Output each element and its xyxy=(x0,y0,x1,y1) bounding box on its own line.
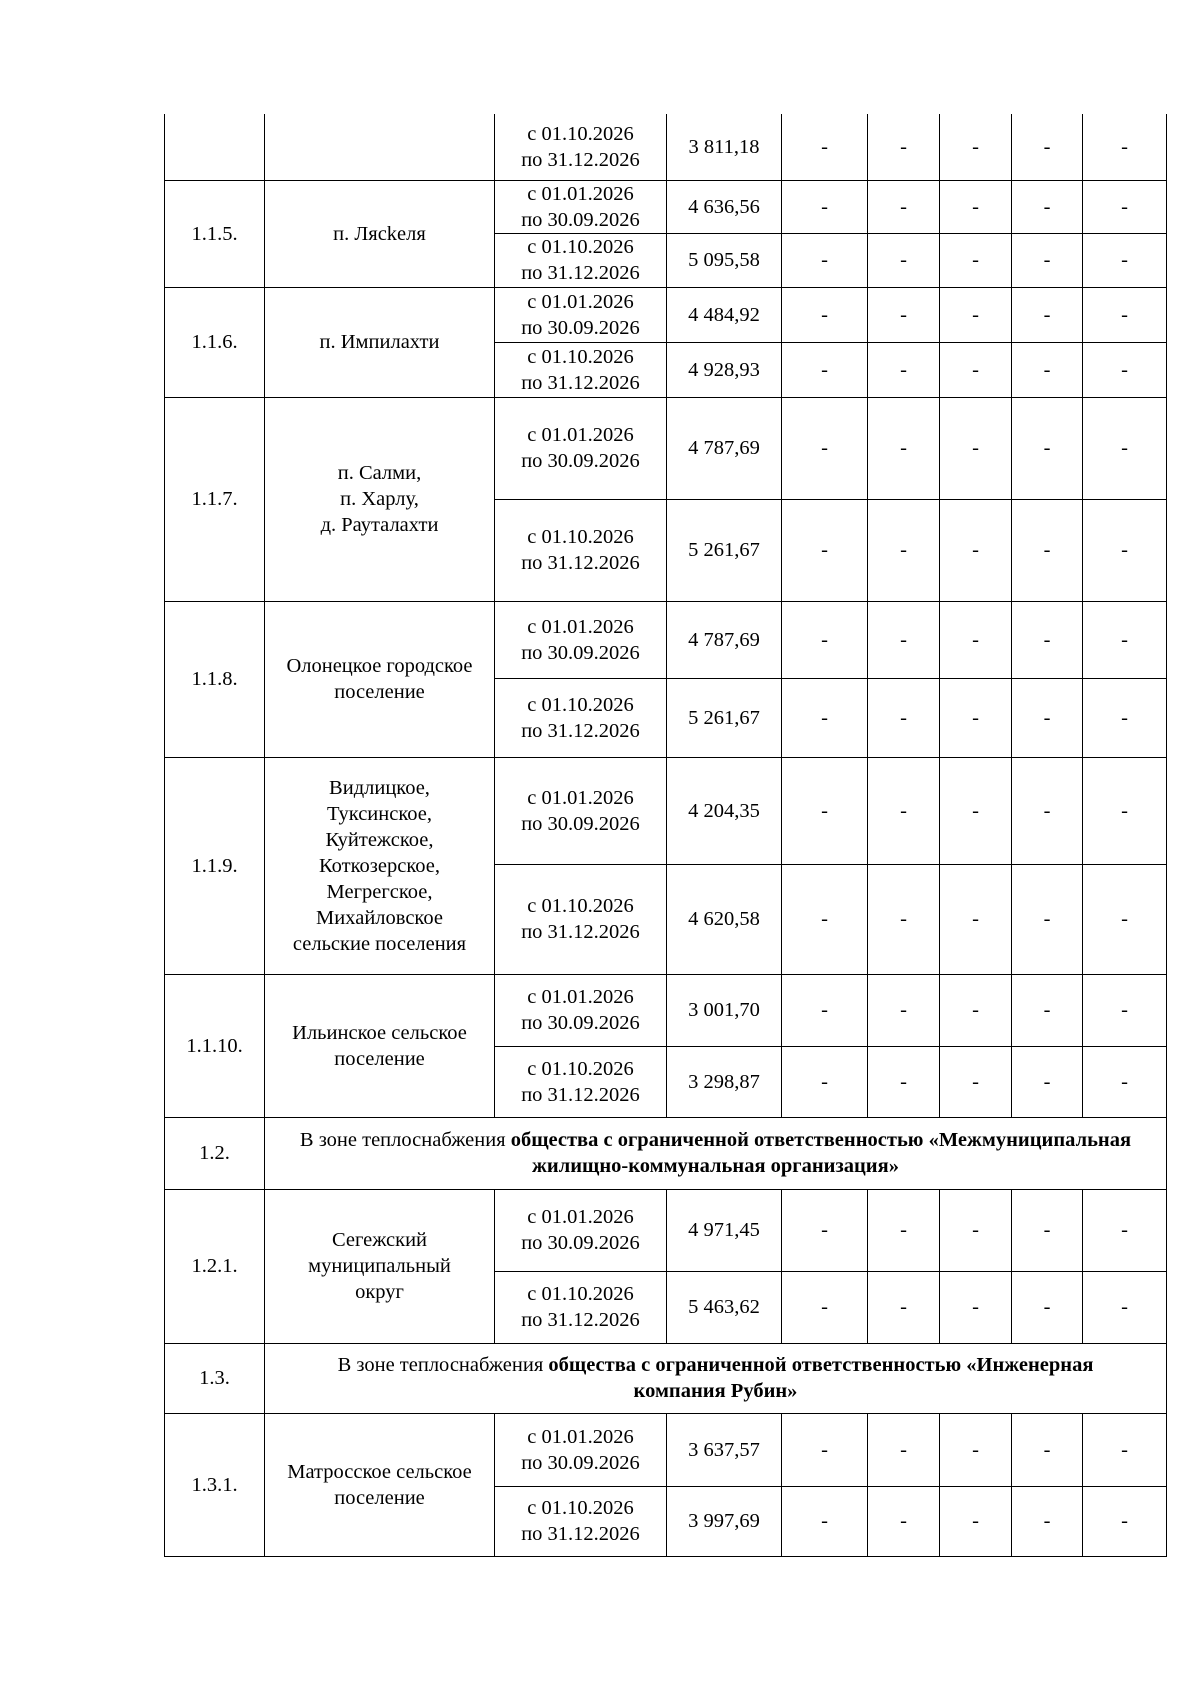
row-number: 1.3.1. xyxy=(165,1413,265,1556)
empty-value-dash: - xyxy=(782,757,868,864)
zone-header-row xyxy=(165,1117,1167,1189)
empty-value-dash: - xyxy=(782,342,868,397)
empty-value-dash: - xyxy=(1083,864,1167,974)
empty-value-dash: - xyxy=(868,1271,940,1343)
zone-organization: общества с ограниченной ответственностью «Межмуниципальная жилищно-коммунальная организация» xyxy=(510,1129,1132,1177)
empty-value-dash: - xyxy=(1083,974,1167,1046)
empty-value-dash: - xyxy=(868,1189,940,1271)
empty-value-dash: - xyxy=(1083,1046,1167,1117)
row-number: 1.1.8. xyxy=(165,601,265,757)
row-number: 1.1.10. xyxy=(165,974,265,1117)
empty-value-dash: - xyxy=(782,114,868,180)
period-start: с 01.10.2026 xyxy=(527,1057,634,1080)
period-end: по 30.09.2026 xyxy=(521,450,640,472)
tariff-value: 4 484,92 xyxy=(667,287,782,342)
tariff-value: 5 261,67 xyxy=(667,678,782,757)
empty-value-dash: - xyxy=(868,397,940,499)
validity-period xyxy=(495,974,667,1046)
empty-value-dash: - xyxy=(1083,114,1167,180)
validity-period xyxy=(495,1413,667,1486)
tariff-row xyxy=(165,974,1167,1046)
settlement-name: п. Лясkеля xyxy=(265,180,495,287)
empty-value-dash: - xyxy=(1083,757,1167,864)
tariff-row xyxy=(165,757,1167,864)
period-start: с 01.01.2026 xyxy=(527,615,634,638)
period-end: по 31.12.2026 xyxy=(521,1309,640,1331)
empty-value-dash: - xyxy=(782,1486,868,1556)
period-start: с 01.01.2026 xyxy=(527,986,634,1008)
validity-period xyxy=(495,1271,667,1343)
validity-period xyxy=(495,342,667,397)
empty-value-dash: - xyxy=(1083,397,1167,499)
empty-value-dash: - xyxy=(1083,678,1167,757)
tariff-row xyxy=(165,114,1167,180)
validity-period xyxy=(495,757,667,864)
empty-value-dash: - xyxy=(868,114,940,180)
row-number: 1.2. xyxy=(165,1117,265,1189)
empty-value-dash: - xyxy=(940,864,1012,974)
empty-value-dash: - xyxy=(868,601,940,678)
tariff-row xyxy=(165,1413,1167,1486)
empty-value-dash: - xyxy=(782,499,868,601)
tariff-value: 4 620,58 xyxy=(667,864,782,974)
settlement-name: Видлицкое, Туксинское, Куйтежское, Коткозерское, Мегрегское, Михайловское сельские поселения xyxy=(265,757,495,974)
period-start: с 01.01.2026 xyxy=(527,182,634,205)
period-start: с 01.01.2026 xyxy=(527,424,634,446)
tariff-value: 4 787,69 xyxy=(667,397,782,499)
empty-value-dash: - xyxy=(940,180,1012,233)
tariff-value: 3 997,69 xyxy=(667,1486,782,1556)
empty-value-dash: - xyxy=(1012,499,1083,601)
tariff-row xyxy=(165,1189,1167,1271)
empty-value-dash: - xyxy=(868,1046,940,1117)
empty-value-dash: - xyxy=(782,287,868,342)
empty-value-dash: - xyxy=(940,287,1012,342)
validity-period xyxy=(495,1486,667,1556)
empty-value-dash: - xyxy=(868,499,940,601)
empty-value-dash: - xyxy=(940,342,1012,397)
empty-value-dash: - xyxy=(868,1413,940,1486)
empty-value-dash: - xyxy=(1083,342,1167,397)
empty-value-dash: - xyxy=(1083,499,1167,601)
tariff-value: 5 095,58 xyxy=(667,233,782,287)
period-end: по 31.12.2026 xyxy=(521,552,640,574)
period-end: по 31.12.2026 xyxy=(521,1083,640,1106)
settlement-name: Ильинское сельское поселение xyxy=(265,974,495,1117)
empty-value-dash: - xyxy=(1083,1189,1167,1271)
empty-value-dash: - xyxy=(1012,1189,1083,1271)
empty-value-dash: - xyxy=(1012,757,1083,864)
empty-value-dash: - xyxy=(782,864,868,974)
empty-value-dash: - xyxy=(782,1271,868,1343)
empty-value-dash: - xyxy=(1012,233,1083,287)
empty-value-dash: - xyxy=(782,974,868,1046)
row-number: 1.3. xyxy=(165,1343,265,1413)
period-start: с 01.01.2026 xyxy=(527,1206,634,1228)
empty-value-dash: - xyxy=(1012,1486,1083,1556)
tariff-value: 3 298,87 xyxy=(667,1046,782,1117)
period-start: с 01.01.2026 xyxy=(527,786,634,809)
empty-value-dash: - xyxy=(1083,180,1167,233)
period-start: с 01.10.2026 xyxy=(527,345,634,368)
empty-value-dash: - xyxy=(1083,287,1167,342)
period-start: с 01.01.2026 xyxy=(527,1425,634,1448)
row-number xyxy=(165,114,265,180)
validity-period xyxy=(495,114,667,180)
empty-value-dash: - xyxy=(940,114,1012,180)
empty-value-dash: - xyxy=(782,1413,868,1486)
period-end: по 30.09.2026 xyxy=(521,1232,640,1254)
tariff-table-body xyxy=(165,114,1167,1556)
validity-period xyxy=(495,287,667,342)
tariff-value: 5 463,62 xyxy=(667,1271,782,1343)
empty-value-dash: - xyxy=(1012,974,1083,1046)
period-end: по 30.09.2026 xyxy=(521,812,640,835)
period-start: с 01.10.2026 xyxy=(527,895,634,917)
empty-value-dash: - xyxy=(868,757,940,864)
period-end: по 31.12.2026 xyxy=(521,719,640,742)
validity-period xyxy=(495,1046,667,1117)
empty-value-dash: - xyxy=(940,1486,1012,1556)
validity-period xyxy=(495,1189,667,1271)
period-end: по 31.12.2026 xyxy=(521,148,640,171)
period-start: с 01.10.2026 xyxy=(527,693,634,716)
empty-value-dash: - xyxy=(1083,1486,1167,1556)
settlement-name: Матросское сельское поселение xyxy=(265,1413,495,1556)
period-end: по 31.12.2026 xyxy=(521,371,640,394)
empty-value-dash: - xyxy=(1012,678,1083,757)
empty-value-dash: - xyxy=(868,864,940,974)
validity-period xyxy=(495,397,667,499)
validity-period xyxy=(495,180,667,233)
empty-value-dash: - xyxy=(782,233,868,287)
empty-value-dash: - xyxy=(1012,1046,1083,1117)
period-end: по 30.09.2026 xyxy=(521,316,640,339)
settlement-name: Сегежский муниципальный округ xyxy=(265,1189,495,1343)
empty-value-dash: - xyxy=(782,601,868,678)
row-number: 1.1.9. xyxy=(165,757,265,974)
period-start: с 01.01.2026 xyxy=(527,290,634,313)
tariff-row xyxy=(165,180,1167,233)
tariff-value: 4 204,35 xyxy=(667,757,782,864)
empty-value-dash: - xyxy=(1012,114,1083,180)
zone-prefix: В зоне теплоснабжения xyxy=(337,1354,549,1376)
period-end: по 30.09.2026 xyxy=(521,641,640,664)
period-end: по 31.12.2026 xyxy=(521,921,640,943)
empty-value-dash: - xyxy=(868,678,940,757)
settlement-name: Олонецкое городское поселение xyxy=(265,601,495,757)
zone-organization: общества с ограниченной ответственностью «Инженерная компания Рубин» xyxy=(548,1354,1094,1402)
row-number: 1.2.1. xyxy=(165,1189,265,1343)
row-number: 1.1.7. xyxy=(165,397,265,601)
empty-value-dash: - xyxy=(868,287,940,342)
tariff-table xyxy=(164,114,1167,1557)
tariff-value: 3 811,18 xyxy=(667,114,782,180)
empty-value-dash: - xyxy=(782,1046,868,1117)
period-start: с 01.10.2026 xyxy=(527,1497,634,1519)
validity-period xyxy=(495,678,667,757)
empty-value-dash: - xyxy=(868,974,940,1046)
tariff-row xyxy=(165,287,1167,342)
period-end: по 30.09.2026 xyxy=(521,208,640,231)
settlement-name: п. Импилахти xyxy=(265,287,495,397)
validity-period xyxy=(495,233,667,287)
period-end: по 31.12.2026 xyxy=(521,1523,640,1545)
row-number: 1.1.6. xyxy=(165,287,265,397)
period-start: с 01.10.2026 xyxy=(527,122,634,145)
period-start: с 01.10.2026 xyxy=(527,1283,634,1305)
empty-value-dash: - xyxy=(1012,1271,1083,1343)
empty-value-dash: - xyxy=(868,180,940,233)
empty-value-dash: - xyxy=(782,397,868,499)
validity-period xyxy=(495,864,667,974)
empty-value-dash: - xyxy=(782,678,868,757)
zone-header-row xyxy=(165,1343,1167,1413)
zone-description xyxy=(265,1343,1167,1413)
empty-value-dash: - xyxy=(940,1189,1012,1271)
empty-value-dash: - xyxy=(940,1046,1012,1117)
empty-value-dash: - xyxy=(940,678,1012,757)
validity-period xyxy=(495,601,667,678)
tariff-row xyxy=(165,397,1167,499)
empty-value-dash: - xyxy=(1083,601,1167,678)
empty-value-dash: - xyxy=(868,1486,940,1556)
empty-value-dash: - xyxy=(940,499,1012,601)
empty-value-dash: - xyxy=(1012,397,1083,499)
empty-value-dash: - xyxy=(1012,287,1083,342)
tariff-value: 4 928,93 xyxy=(667,342,782,397)
empty-value-dash: - xyxy=(940,1413,1012,1486)
period-start: с 01.10.2026 xyxy=(527,236,634,258)
tariff-value: 4 971,45 xyxy=(667,1189,782,1271)
empty-value-dash: - xyxy=(940,397,1012,499)
period-end: по 31.12.2026 xyxy=(521,262,640,284)
settlement-name xyxy=(265,114,495,180)
tariff-value: 5 261,67 xyxy=(667,499,782,601)
period-end: по 30.09.2026 xyxy=(521,1012,640,1034)
tariff-value: 4 636,56 xyxy=(667,180,782,233)
period-start: с 01.10.2026 xyxy=(527,526,634,548)
empty-value-dash: - xyxy=(940,233,1012,287)
empty-value-dash: - xyxy=(940,757,1012,864)
empty-value-dash: - xyxy=(1083,1413,1167,1486)
empty-value-dash: - xyxy=(868,342,940,397)
validity-period xyxy=(495,499,667,601)
empty-value-dash: - xyxy=(1012,180,1083,233)
tariff-value: 3 637,57 xyxy=(667,1413,782,1486)
zone-prefix: В зоне теплоснабжения xyxy=(299,1129,511,1151)
empty-value-dash: - xyxy=(940,1271,1012,1343)
tariff-value: 4 787,69 xyxy=(667,601,782,678)
empty-value-dash: - xyxy=(1012,342,1083,397)
empty-value-dash: - xyxy=(1012,601,1083,678)
empty-value-dash: - xyxy=(1083,233,1167,287)
empty-value-dash: - xyxy=(782,1189,868,1271)
settlement-name: п. Салми, п. Харлу, д. Рауталахти xyxy=(265,397,495,601)
empty-value-dash: - xyxy=(868,233,940,287)
tariff-row xyxy=(165,601,1167,678)
tariff-value: 3 001,70 xyxy=(667,974,782,1046)
row-number: 1.1.5. xyxy=(165,180,265,287)
zone-description xyxy=(265,1117,1167,1189)
empty-value-dash: - xyxy=(940,601,1012,678)
period-end: по 30.09.2026 xyxy=(521,1451,640,1474)
empty-value-dash: - xyxy=(940,974,1012,1046)
empty-value-dash: - xyxy=(782,180,868,233)
empty-value-dash: - xyxy=(1083,1271,1167,1343)
empty-value-dash: - xyxy=(1012,864,1083,974)
empty-value-dash: - xyxy=(1012,1413,1083,1486)
